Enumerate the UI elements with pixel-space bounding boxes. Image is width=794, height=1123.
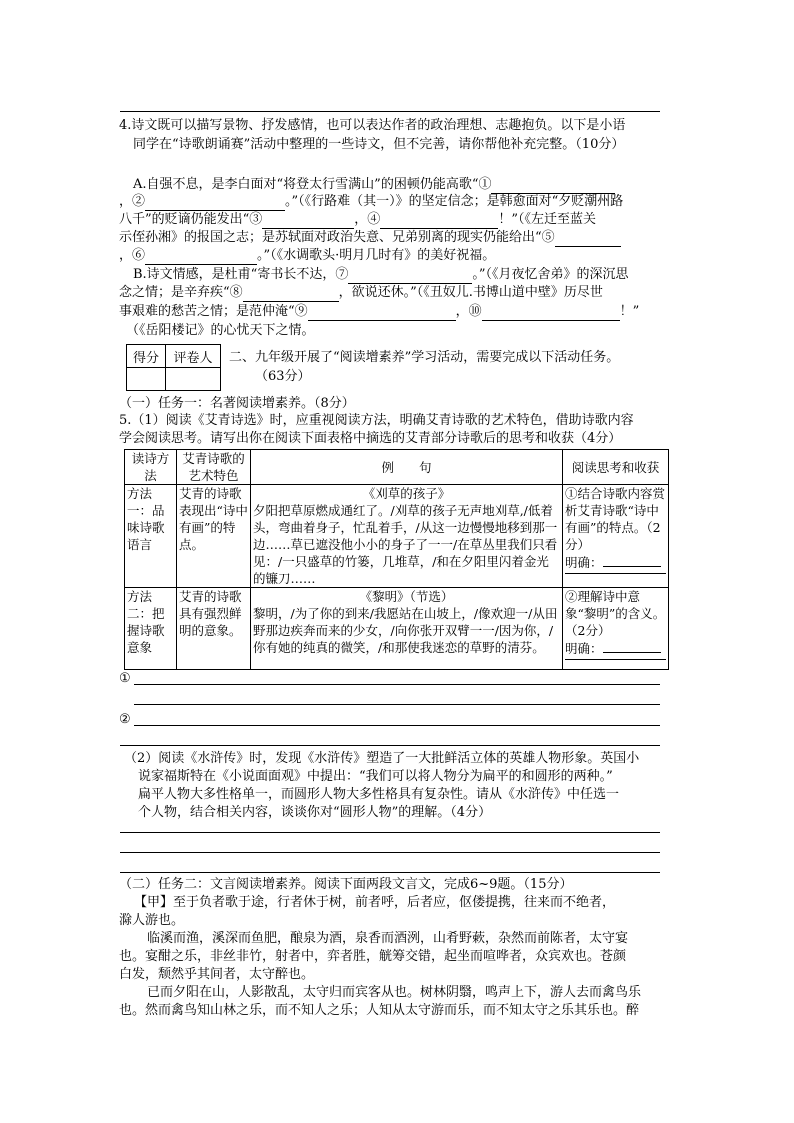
q4-a-line3 [119, 211, 596, 229]
table-header-row [125, 450, 669, 485]
row2-thinking-prompt: ②理解诗中意象“黎明”的含义。（2分） [565, 589, 666, 638]
header-method: 读诗方法 [125, 450, 177, 485]
q5-2-line4: 个人物，结合相关内容，谈谈你对“圆形人物”的理解。（4分） [138, 805, 492, 820]
row1-example-body: 夕阳把草原燃成通红了。/刈草的孩子无声地刈草,/低着头，弯曲着身子，忙乱着手，/从这一边慢慢地移到那一边……草已遮没他小小的身子了一一/在草丛里我们只看见：/一只盛草的竹篓，几堆草，/和在夕阳里闪着金光的镰刀…… [253, 503, 558, 586]
blank-4[interactable] [380, 214, 498, 229]
q4-a-text2a: ，② [119, 194, 146, 209]
blank-7[interactable] [348, 269, 472, 284]
blank-10[interactable] [482, 306, 620, 321]
row2-example-title: 《黎明》（节选） [359, 589, 454, 604]
header-example: 例 句 [251, 450, 563, 485]
q4-a-text3a: 八千”的贬谪仍能发出“③ [119, 212, 263, 227]
q5-intro-line2: 学会阅读思考。请写出你在阅读下面表格中摘选的艾青部分诗歌后的思考和收获（4分） [119, 431, 622, 446]
row1-answer-label: 明确： [565, 555, 603, 570]
row2-feature: 艾青的诗歌具有强烈鲜明的意象。 [177, 588, 251, 670]
q5-2-line3: 扁平人物大多性格单一，而圆形人物大多性格具有复杂性。请从《水浒传》中任选一 [138, 787, 620, 802]
q4-a-line1 [133, 176, 615, 194]
header-thinking: 阅读思考和收获 [563, 450, 669, 485]
passage-a-p1-line1: 【甲】至于负者歌于途，行者休于树，前者呼，后者应，伛偻提携，往来而不绝者， [134, 895, 616, 910]
passage-a-p3-line2: 也。然而禽鸟知山林之乐，而不知人之乐；人知从太守游而乐，而不知太守之乐其乐也。醉 [119, 1003, 640, 1018]
answer-line-2a[interactable] [134, 725, 660, 726]
q5-2-line2: 说家福斯特在《小说面面观》中提出：“我们可以将人物分为扁平的和圆形的两种。” [138, 769, 613, 784]
row1-answer-line[interactable] [565, 573, 666, 574]
q4-a-text3b: ，④ [354, 212, 381, 227]
score-box [126, 344, 221, 391]
score-cell[interactable] [127, 368, 166, 391]
passage-a-p2-line1: 临溪而渔，溪深而鱼肥，酿泉为酒，泉香而酒洌，山肴野蔌，杂然而前陈者，太守宴 [147, 931, 629, 946]
q4-b-text1a: B.诗文情感，是杜甫“寄书长不达，⑦ [133, 267, 349, 282]
blank-8[interactable] [243, 287, 339, 302]
row1-thinking [563, 485, 669, 588]
q5-2-answer-line2[interactable] [120, 852, 660, 853]
q5-2-answer-line1[interactable] [120, 832, 660, 833]
table-row [125, 588, 669, 670]
q5-2-answer-line3[interactable] [120, 872, 660, 873]
grader-cell[interactable] [166, 368, 221, 391]
row1-example-title: 《刈草的孩子》 [362, 486, 451, 501]
row2-answer-blank[interactable] [603, 639, 661, 653]
row1-example [251, 485, 563, 588]
passage-a-p2-line2: 也。宴酣之乐，非丝非竹，射者中，弈者胜，觥筹交错，起坐而喧哗者，众宾欢也。苍颜 [119, 949, 627, 964]
reading-table [124, 449, 669, 670]
task1-title: （一）任务一：名著阅读增素养。（8分） [119, 396, 355, 411]
blank-9[interactable] [308, 306, 456, 321]
q4-a-line2 [119, 193, 623, 211]
q4-a-text1: A.自强不息，是李白面对“将登太行雪满山”的困顿仍能高歌“① [133, 177, 492, 192]
q4-b-line1 [133, 266, 629, 284]
row1-thinking-prompt: ①结合诗歌内容赏析艾青诗歌“诗中有画”的特点。（2分） [565, 486, 666, 552]
answer-line-1a[interactable] [134, 684, 660, 685]
q4-b-text2b: ，欲说还休。”（《丑奴儿.书博山道中壁》历尽世 [338, 285, 603, 300]
q5-intro-line1: 5.（1）阅读《艾青诗选》时，应重视阅读方法，明确艾青诗歌的艺术特色，借助诗歌内容 [119, 413, 634, 428]
q4-b-text3b: ，⑩ [455, 304, 482, 319]
passage-a-p3-line1: 已而夕阳在山，人影散乱，太守归而宾客从也。树林阴翳，鸣声上下，游人去而禽鸟乐 [147, 985, 642, 1000]
q4-a-text5b: 。”（《水调歌头·明月几时有》的美好祝福。 [257, 248, 496, 263]
row2-example [251, 588, 563, 670]
blank-6[interactable] [145, 250, 257, 265]
score-label: 得分 [127, 345, 166, 368]
row2-answer-line[interactable] [565, 659, 666, 660]
row1-method: 方法一：品味诗歌语言 [125, 485, 177, 588]
q4-a-text5a: ，⑥ [119, 248, 146, 263]
blank-2[interactable] [145, 196, 285, 211]
q4-b-text3a: 事艰难的愁苦之情；是范仲淹“⑨ [119, 304, 308, 319]
row1-answer-blank[interactable] [603, 553, 661, 567]
row2-example-body: 黎明，/为了你的到来/我愿站在山坡上，/像欢迎一/从田野那边疾奔而来的少女，/向你张开双臂一一/因为你，/你有她的纯真的微笑，/和那使我迷恋的草野的清芬。 [253, 606, 558, 655]
blank-1[interactable] [491, 179, 615, 194]
q4-b-text3c: ！” [619, 304, 640, 319]
top-rule [120, 111, 660, 112]
q4-a-line5 [119, 247, 495, 265]
blank-5[interactable] [555, 232, 621, 247]
q4-intro-line2: 同学在“诗歌朗诵赛”活动中整理的一些诗文，但不完善，请你帮他补充完整。（10分） [133, 137, 625, 152]
section2-title: 二、九年级开展了“阅读增素养”学习活动，需要完成以下活动任务。 [229, 350, 620, 365]
q4-b-line4: （《岳阳楼记》的心忧天下之情。 [126, 323, 315, 338]
q4-intro-line1: 4.诗文既可以描写景物、抒发感情，也可以表达作者的政治理想、志趣抱负。以下是小语 [119, 118, 626, 133]
passage-a-p2-line3: 白发，颓然乎其间者，太守醉也。 [119, 967, 315, 982]
q4-b-text2: 念之情；是辛弃疾“⑧ [119, 285, 243, 300]
answer-label-1: ① [119, 671, 131, 686]
q5-2-line1: （2）阅读《水浒传》时，发现《水浒传》塑造了一大批鲜活立体的英雄人物形象。英国小 [124, 751, 640, 766]
q4-b-line3 [119, 303, 639, 321]
q4-a-text3c: ！”（《左迁至蓝关 [498, 212, 596, 227]
row2-method: 方法二：把握诗歌意象 [125, 588, 177, 670]
q4-a-line4 [119, 229, 621, 247]
passage-a-p1-line2: 滁人游也。 [119, 913, 185, 928]
q4-a-text4a: 示侄孙湘》的报国之志；是苏轼面对政治失意、兄弟别离的现实仍能给出“⑤ [119, 230, 555, 245]
grader-label: 评卷人 [166, 345, 221, 368]
answer-line-1b[interactable] [134, 704, 660, 705]
task2-title: （二）任务二：文言阅读增素养。阅读下面两段文言文，完成6~9题。（15分） [119, 877, 573, 892]
answer-line-2b[interactable] [120, 745, 660, 746]
row1-feature: 艾青的诗歌表现出“诗中有画”的特点。 [177, 485, 251, 588]
table-row [125, 485, 669, 588]
row2-answer-label: 明确： [565, 641, 603, 656]
header-feature: 艾青诗歌的艺术特色 [177, 450, 251, 485]
row2-thinking [563, 588, 669, 670]
q4-b-text1b: 。”（《月夜忆舍弟》的深沉思 [472, 267, 629, 282]
q4-a-text2b: 。”（《行路难（其一）》的坚定信念；是韩愈面对“夕贬潮州路 [285, 194, 624, 209]
answer-label-2: ② [119, 712, 131, 727]
q4-b-line2 [119, 284, 603, 302]
section2-points: （63分） [255, 369, 311, 384]
blank-3[interactable] [262, 214, 354, 229]
